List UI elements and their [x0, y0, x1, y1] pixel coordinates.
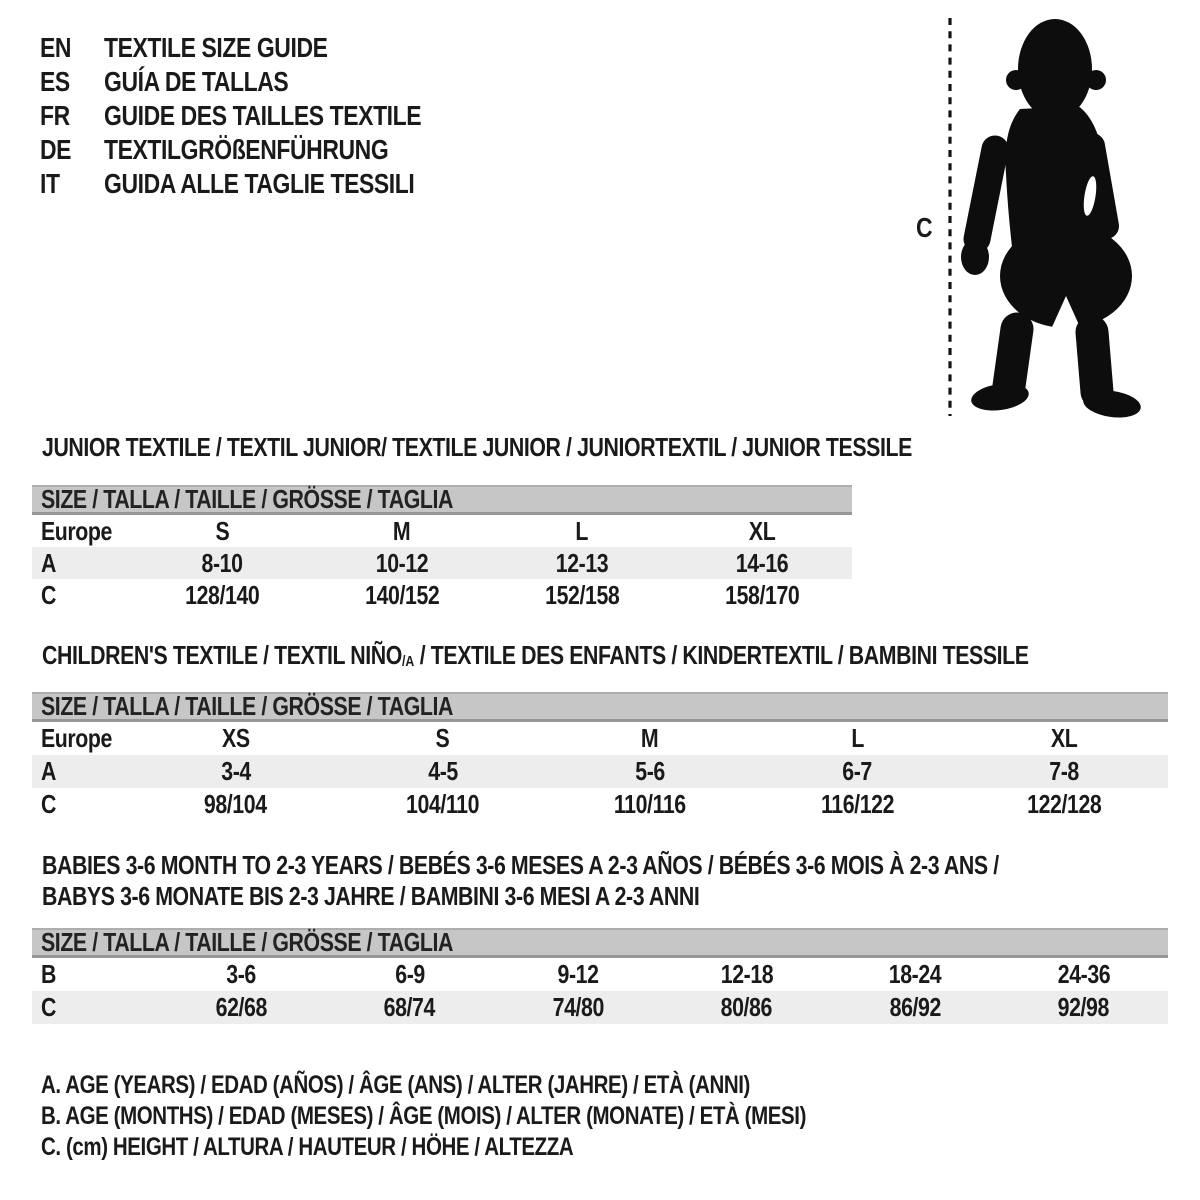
language-code	[40, 32, 104, 64]
row-label-text: Europe	[41, 723, 112, 753]
table-cell	[663, 959, 832, 990]
footnote-text: B. AGE (MONTHS) / EDAD (MESES) / ÂGE (MOIS) / ALTER (MONATE) / ETÀ (MESI)	[41, 1102, 806, 1130]
table-cell	[339, 789, 546, 820]
height-measure-label	[916, 212, 936, 244]
language-row	[40, 99, 491, 133]
row-label	[32, 516, 132, 547]
table-cell-text: L	[575, 515, 589, 546]
table-cell	[961, 723, 1168, 754]
language-code-text: FR	[40, 100, 70, 131]
table-cell	[492, 548, 672, 579]
table-cell-text: 18-24	[889, 959, 942, 989]
table-cell-text: S	[435, 723, 450, 753]
table-cell-text: XS	[221, 723, 250, 753]
table-cell-text: 116/122	[820, 789, 894, 819]
table-cell	[546, 756, 753, 787]
table-cell-text: 6-7	[842, 756, 873, 786]
row-label	[32, 959, 157, 990]
table-cell-text: 158/170	[724, 579, 800, 610]
table-cell-text: 92/98	[1058, 992, 1110, 1022]
table-cell-text: 122/128	[1027, 789, 1102, 819]
row-label-text: A	[41, 547, 56, 578]
table-cell	[132, 756, 339, 787]
size-table-header	[32, 692, 1168, 722]
table-cell-text: 110/116	[614, 789, 686, 819]
language-code	[40, 168, 104, 200]
table-cell	[961, 756, 1168, 787]
row-label-text: C	[41, 992, 56, 1022]
language-title-list	[40, 31, 491, 201]
table-cell-text: 24-36	[1057, 959, 1110, 989]
section-title-text	[42, 850, 999, 881]
table-cell-text: L	[850, 723, 864, 753]
language-title: GUIDA ALLE TAGLIE TESSILI	[104, 168, 415, 199]
size-table-children	[32, 692, 1168, 821]
row-label-text: C	[41, 789, 56, 819]
title-segment: CHILDREN'S TEXTILE / TEXTIL NIÑO	[42, 640, 402, 670]
table-cell	[494, 992, 663, 1023]
table-row	[32, 755, 1168, 788]
table-cell	[546, 723, 753, 754]
section-title-line	[42, 850, 1200, 881]
table-cell-text: 10-12	[375, 547, 429, 578]
table-cell	[132, 516, 312, 547]
size-table-junior	[32, 485, 852, 611]
section-title-children	[42, 640, 1200, 671]
row-label	[32, 548, 132, 579]
table-cell-text: M	[641, 723, 659, 753]
table-cell-text: S	[215, 515, 229, 546]
table-cell-text: XL	[1051, 723, 1078, 753]
section-title-line	[42, 640, 1200, 671]
table-cell	[312, 548, 492, 579]
language-row	[40, 133, 491, 167]
section-title-line	[42, 432, 1103, 463]
table-cell	[312, 580, 492, 611]
table-cell	[754, 723, 961, 754]
baby-silhouette-legs	[969, 329, 1142, 421]
height-measure-label-text: C	[916, 212, 933, 243]
footnote-text: A. AGE (YEARS) / EDAD (AÑOS) / ÂGE (ANS) / ALTER (JAHRE) / ETÀ (ANNI)	[41, 1071, 750, 1099]
language-code	[40, 66, 104, 98]
size-table-header	[32, 485, 852, 515]
section-title-babies	[42, 850, 1200, 912]
table-cell-text: 86/92	[889, 992, 941, 1022]
language-code-text: EN	[40, 32, 72, 63]
table-row	[32, 722, 1168, 755]
footnote-text: C. (cm) HEIGHT / ALTURA / HAUTEUR / HÖHE / ALTEZZA	[41, 1133, 574, 1161]
table-cell	[494, 959, 663, 990]
table-cell	[157, 959, 326, 990]
table-cell	[663, 992, 832, 1023]
row-label	[32, 756, 132, 787]
table-cell-text: 8-10	[201, 547, 243, 578]
row-label	[32, 789, 132, 820]
table-cell	[132, 789, 339, 820]
table-cell-text: 80/86	[721, 992, 773, 1022]
section-title-junior	[42, 432, 1103, 463]
language-code	[40, 134, 104, 166]
title-segment: BABYS 3-6 MONATE BIS 2-3 JAHRE / BAMBINI 3-6 MESI A 2-3 ANNI	[42, 881, 700, 911]
table-cell-text: 14-16	[735, 547, 789, 578]
table-cell-text: 9-12	[557, 959, 599, 989]
table-cell	[1000, 959, 1169, 990]
table-cell-text: 98/104	[204, 789, 267, 819]
size-table-babies	[32, 928, 1168, 1024]
table-cell	[339, 723, 546, 754]
table-row	[32, 788, 1168, 821]
table-cell-text: 12-18	[720, 959, 773, 989]
size-table-header-text: SIZE / TALLA / TAILLE / GRÖSSE / TAGLIA	[41, 691, 453, 721]
table-cell-text: 140/152	[364, 579, 440, 610]
table-cell-text: 5-6	[635, 756, 665, 786]
table-cell	[326, 959, 495, 990]
language-code-text: DE	[40, 134, 72, 165]
table-cell	[672, 548, 852, 579]
table-cell	[132, 580, 312, 611]
table-cell	[312, 516, 492, 547]
table-cell	[672, 516, 852, 547]
size-table-header-text: SIZE / TALLA / TAILLE / GRÖSSE / TAGLIA	[41, 927, 453, 957]
footnote-line	[41, 1070, 974, 1101]
title-segment: JUNIOR TEXTILE / TEXTIL JUNIOR/ TEXTILE JUNIOR / JUNIORTEXTIL / JUNIOR TESSILE	[42, 432, 912, 462]
table-cell	[492, 580, 672, 611]
table-cell-text: 12-13	[555, 547, 609, 578]
language-title: GUÍA DE TALLAS	[104, 66, 289, 97]
section-title-text	[42, 640, 1029, 675]
row-label	[32, 992, 157, 1023]
language-code	[40, 100, 104, 132]
table-cell-text: 3-6	[226, 959, 257, 989]
row-label-text: Europe	[41, 515, 112, 546]
section-title-text	[42, 432, 912, 463]
table-cell	[132, 548, 312, 579]
table-cell-text: 3-4	[220, 756, 251, 786]
table-cell	[157, 992, 326, 1023]
table-cell-text: XL	[748, 515, 776, 546]
table-cell	[831, 959, 1000, 990]
title-segment: /A	[401, 653, 415, 670]
table-row	[32, 579, 852, 611]
table-cell	[961, 789, 1168, 820]
row-label-text: A	[41, 756, 56, 786]
table-cell	[754, 756, 961, 787]
row-label	[32, 723, 132, 754]
table-cell-text: 68/74	[384, 992, 436, 1022]
language-title: TEXTILGRÖßENFÜHRUNG	[104, 134, 389, 165]
language-row	[40, 65, 491, 99]
table-row	[32, 958, 1168, 991]
table-cell-text: 104/110	[406, 789, 480, 819]
size-table-header	[32, 928, 1168, 958]
title-segment: BABIES 3-6 MONTH TO 2-3 YEARS / BEBÉS 3-6 MESES A 2-3 AÑOS / BÉBÉS 3-6 MOIS À 2-3 ANS /	[42, 850, 999, 880]
language-title: TEXTILE SIZE GUIDE	[104, 32, 328, 63]
table-row	[32, 547, 852, 579]
section-title-line	[42, 881, 1200, 912]
language-row	[40, 31, 491, 65]
table-cell	[672, 580, 852, 611]
language-code-text: IT	[40, 168, 60, 199]
table-row	[32, 991, 1168, 1024]
table-cell	[754, 789, 961, 820]
table-cell-text: 7-8	[1049, 756, 1080, 786]
table-cell	[339, 756, 546, 787]
row-label	[32, 580, 132, 611]
table-cell-text: 74/80	[552, 992, 604, 1022]
table-cell-text: 4-5	[428, 756, 458, 786]
table-row	[32, 515, 852, 547]
table-cell	[326, 992, 495, 1023]
size-table-header-text: SIZE / TALLA / TAILLE / GRÖSSE / TAGLIA	[41, 484, 453, 514]
table-cell-text: 128/140	[184, 579, 260, 610]
table-cell	[1000, 992, 1169, 1023]
table-cell	[831, 992, 1000, 1023]
language-code-text: ES	[40, 66, 70, 97]
table-cell-text: M	[393, 515, 411, 546]
language-row	[40, 167, 491, 201]
footnotes	[41, 1070, 974, 1163]
baby-silhouette-icon	[961, 19, 1132, 328]
table-cell	[132, 723, 339, 754]
table-cell	[546, 789, 753, 820]
section-title-text	[42, 881, 699, 912]
language-title: GUIDE DES TAILLES TEXTILE	[104, 100, 422, 131]
baby-figure	[920, 14, 1145, 424]
table-cell	[492, 516, 672, 547]
title-segment: / TEXTILE DES ENFANTS / KINDERTEXTIL / BAMBINI TESSILE	[414, 640, 1029, 670]
table-cell-text: 6-9	[394, 959, 425, 989]
table-cell-text: 62/68	[215, 992, 267, 1022]
row-label-text: B	[41, 959, 56, 989]
table-cell-text: 152/158	[544, 579, 620, 610]
row-label-text: C	[41, 579, 56, 610]
footnote-line	[41, 1132, 974, 1163]
footnote-line	[41, 1101, 974, 1132]
